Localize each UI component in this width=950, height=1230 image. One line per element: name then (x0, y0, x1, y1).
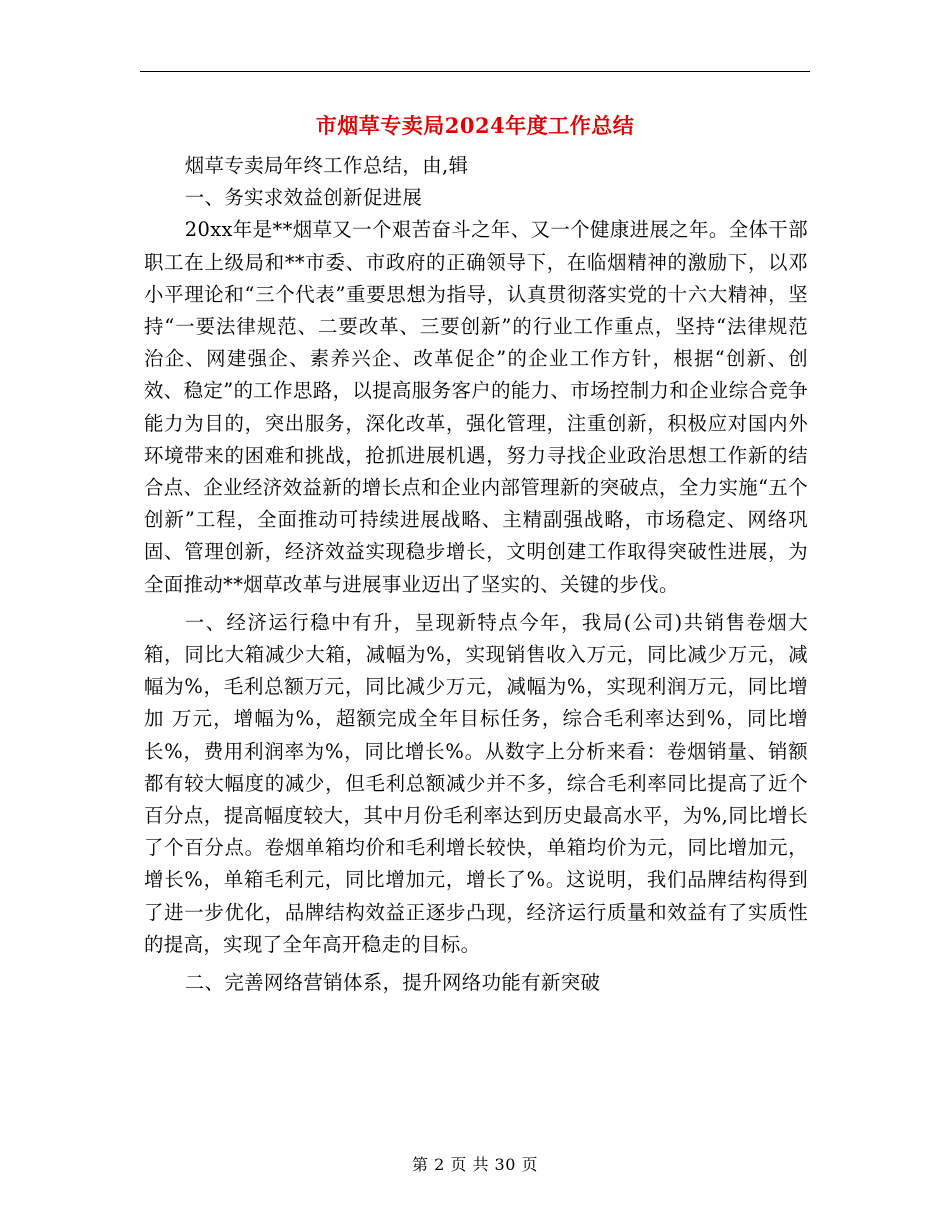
document-body (144, 150, 808, 999)
paragraph-heading-1: 一、务实求效益创新促进展 (184, 186, 423, 210)
paragraph-heading-2: 二、完善网络营销体系，提升网络功能有新突破 (184, 971, 601, 995)
paragraph-intro: 20xx年是**烟草又一个艰苦奋斗之年、又一个健康进展之年。全体干部职工在上级局和**市委、市政府的正确领导下，在临烟精神的激励下，以邓小平理论和“三个代表”重要思想为指导，认真贯彻落实党的十六大精神，坚持“一要法律规范、二要改革、三要创新”的行业工作重点，坚持“法律规范治企、网建强企、素养兴企、改革促企”的企业工作方针，根据“创新、创效、稳定”的工作思路，以提高服务客户的能力、市场控制力和企业综合竞争能力为目的，突出服务，深化改革，强化管理，注重创新，积极应对国内外环境带来的困难和挑战，抢抓进展机遇，努力寻找企业政治思想工作新的结合点、企业经济效益新的增长点和企业内部管理新的突破点，全力实施“五个创新”工程，全面推动可持续进展战略、主精副强战略，市场稳定、网络巩固、管理创新，经济效益实现稳步增长，文明创建工作取得突破性进展，为全面推动**烟草改革与进展事业迈出了坚实的、关键的步伐。 (144, 218, 808, 596)
page-number: 第 2 页 共 30 页 (412, 1155, 538, 1174)
header-rule (140, 71, 810, 72)
document-title: 市烟草专卖局2024年度工作总结 (315, 113, 635, 138)
paragraph-economic-section: 一、经济运行稳中有升，呈现新特点今年，我局(公司)共销售卷烟大箱，同比大箱减少大箱，减幅为%，实现销售收入万元，同比减少万元，减幅为%，毛利总额万元，同比减少万元，减幅为%，实现利润万元，同比增加 万元，增幅为%，超额完成全年目标任务，综合毛利率达到%，同比增长%，费用利润率为%，同比增长%。从数字上分析来看：卷烟销量、销额都有较大幅度的减少，但毛利总额减少并不多，综合毛利率同比提高了近个百分点，提高幅度较大，其中月份毛利率达到历史最高水平，为%,同比增长了个百分点。卷烟单箱均价和毛利增长较快，单箱均价为元，同比增加元，增长%，单箱毛利元，同比增加元，增长了%。这说明，我们品牌结构得到了进一步优化，品牌结构效益正逐步凸现，经济运行质量和效益有了实质性的提高，实现了全年高开稳走的目标。 (144, 610, 808, 956)
paragraph-subtitle: 烟草专卖局年终工作总结，由,辑 (184, 154, 469, 177)
